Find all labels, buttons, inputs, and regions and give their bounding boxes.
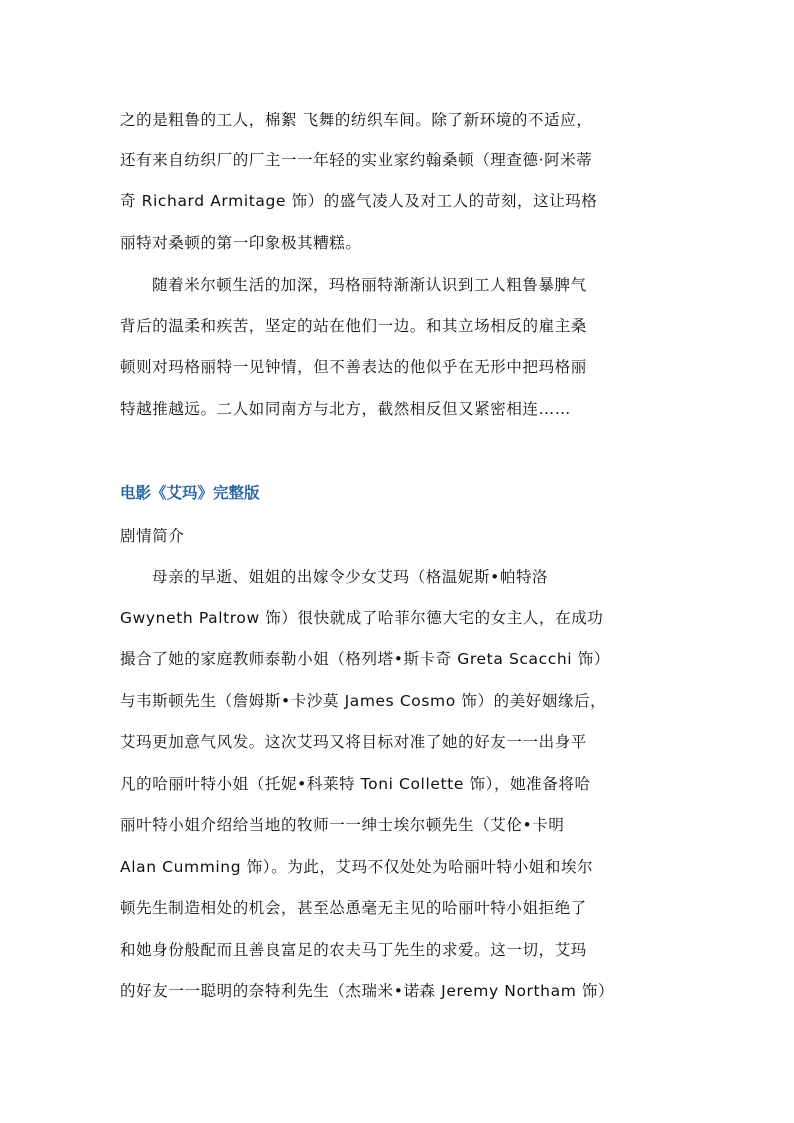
- paragraph-line: 顿则对玛格丽特一见钟情，但不善表达的他似乎在无形中把玛格丽: [120, 358, 587, 376]
- paragraph-line: Gwyneth Paltrow 饰）很快就成了哈菲尔德大宅的女主人，在成功: [120, 609, 604, 627]
- paragraph-line: 随着米尔顿生活的加深，玛格丽特渐渐认识到工人粗鲁暴脾气: [152, 276, 587, 294]
- paragraph-line: 艾玛更加意气风发。这次艾玛又将目标对准了她的好友一一出身平: [120, 733, 587, 751]
- paragraph-line: 撮合了她的家庭教师泰勒小姐（格列塔•斯卡奇 Greta Scacchi 饰）: [120, 650, 610, 668]
- paragraph-line: 还有来自纺织厂的厂主一一年轻的实业家约翰桑顿（理查德·阿米蒂: [120, 151, 593, 169]
- paragraph-line: 与韦斯顿先生（詹姆斯•卡沙莫 James Cosmo 饰）的美好姻缘后，: [120, 692, 607, 710]
- paragraph-line: 的好友一一聪明的奈特利先生（杰瑞米•诺森 Jeremy Northam 饰）: [120, 982, 615, 1000]
- paragraph-line: 奇 Richard Armitage 饰）的盛气凌人及对工人的苛刻，这让玛格: [120, 192, 598, 210]
- section-subheading: 剧情简介: [120, 527, 185, 545]
- paragraph-line: 之的是粗鲁的工人，棉絮 飞舞的纺织车间。除了新环境的不适应，: [120, 111, 593, 129]
- paragraph-line: 凡的哈丽叶特小姐（托妮•科莱特 Toni Collette 饰），她准备将哈: [120, 775, 591, 793]
- paragraph-line: 母亲的早逝、姐姐的出嫁令少女艾玛（格温妮斯•帕特洛: [152, 568, 549, 586]
- section-heading: 电影《艾玛》完整版: [120, 484, 260, 502]
- paragraph-line: Alan Cumming 饰）。为此，艾玛不仅处处为哈丽叶特小姐和埃尔: [120, 858, 594, 876]
- paragraph-line: 丽特对桑顿的第一印象极其糟糕。: [120, 234, 362, 252]
- paragraph-line: 丽叶特小姐介绍给当地的牧师一一绅士埃尔顿先生（艾伦•卡明: [120, 816, 565, 834]
- paragraph-line: 顿先生制造相处的机会，甚至怂恿毫无主见的哈丽叶特小姐拒绝了: [120, 899, 587, 917]
- paragraph-line: 背后的温柔和疾苦，坚定的站在他们一边。和其立场相反的雇主桑: [120, 317, 587, 335]
- paragraph-line: 特越推越远。二人如同南方与北方，截然相反但又紧密相连……: [120, 400, 571, 418]
- paragraph-line: 和她身份般配而且善良富足的农夫马丁先生的求爱。这一切，艾玛: [120, 941, 587, 959]
